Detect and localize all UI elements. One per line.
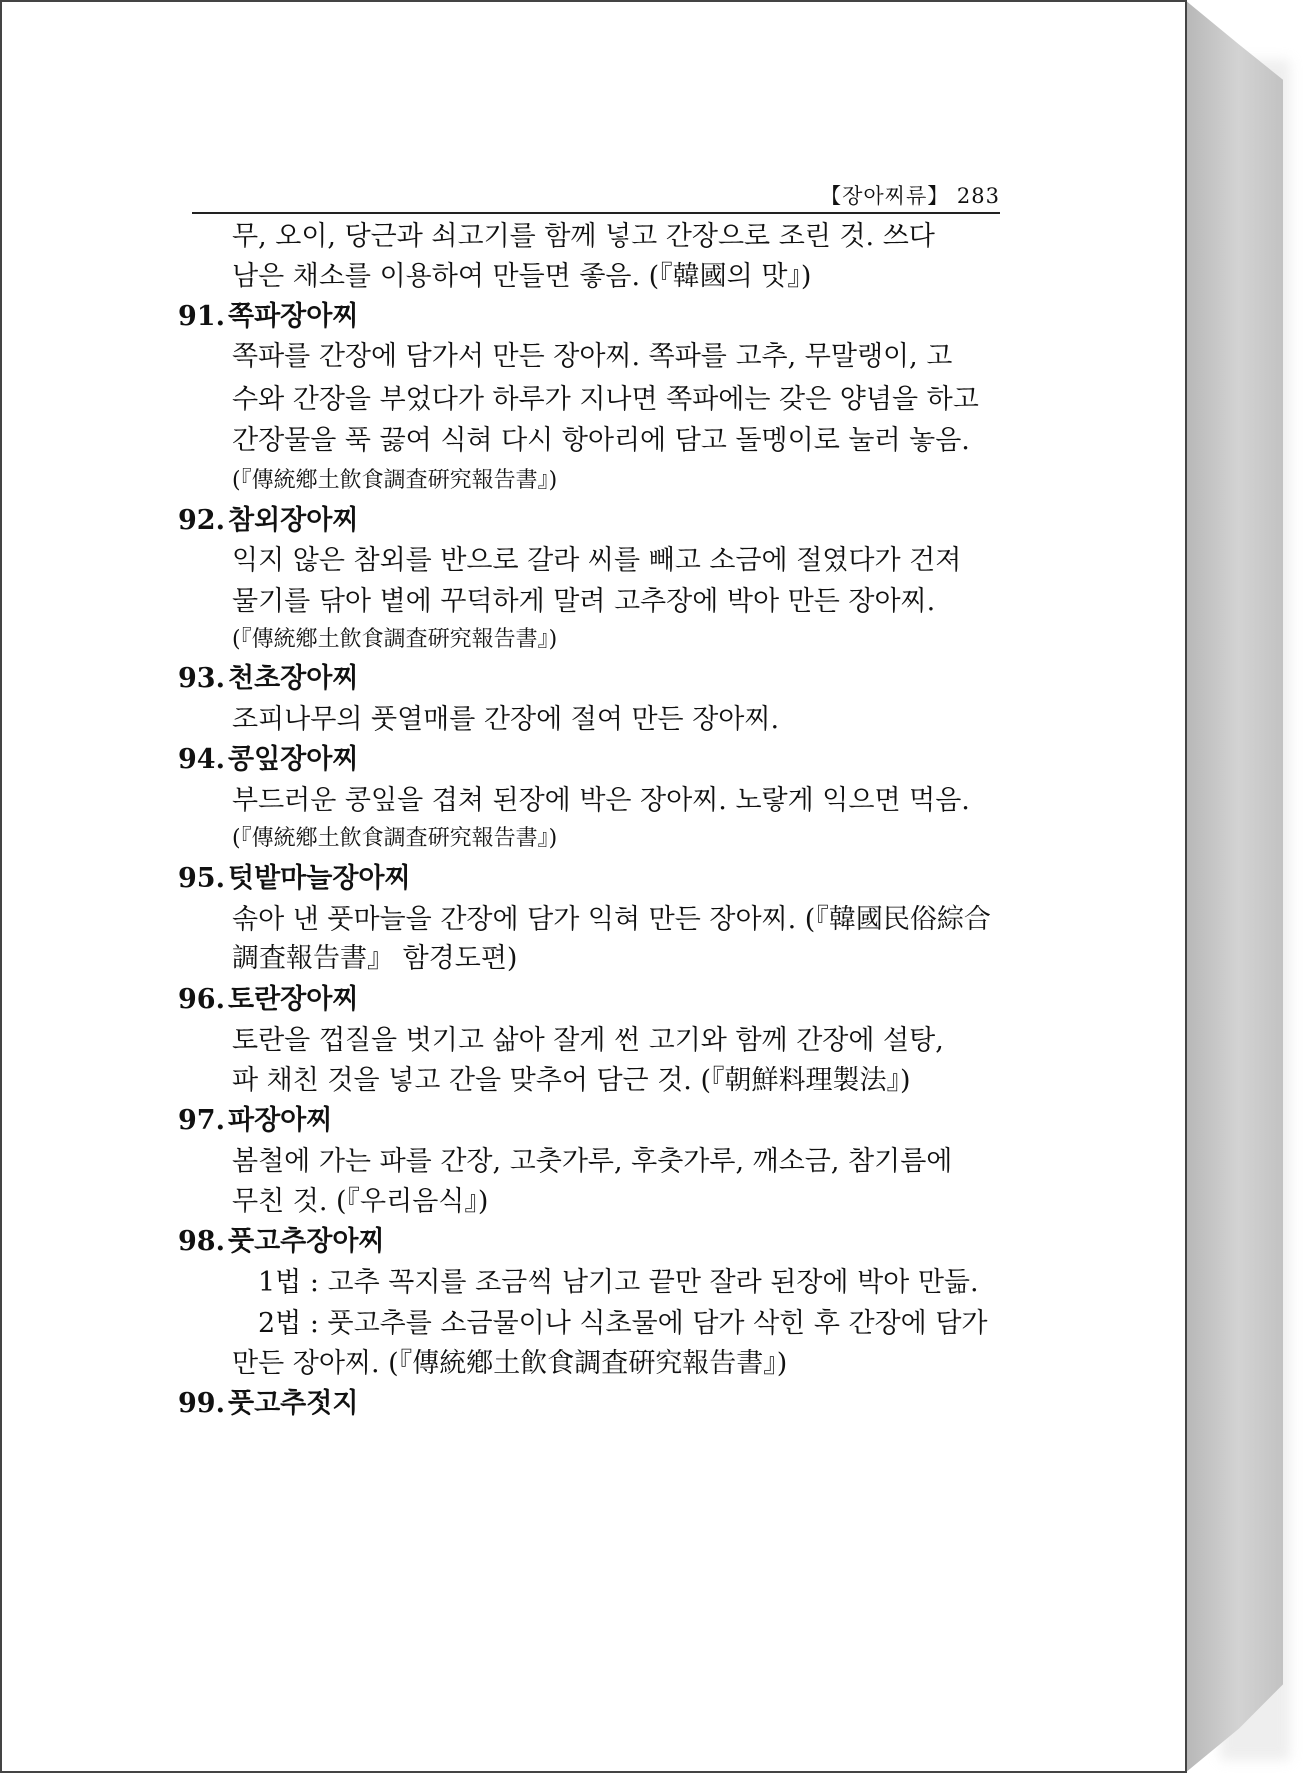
entry-title: 토란장아찌 xyxy=(228,984,359,1015)
entry-number: 94. xyxy=(178,744,225,775)
entry-heading xyxy=(178,504,358,538)
body-line: 1법 : 고추 꼭지를 조금씩 남기고 끝만 잘라 된장에 박아 만듦. xyxy=(258,1267,979,1298)
entry-title: 참외장아찌 xyxy=(228,505,359,536)
entry-title: 풋고추젓지 xyxy=(228,1388,359,1419)
source-citation: (『傳統鄕土飮食調査硏究報告書』) xyxy=(232,468,558,493)
entry-heading xyxy=(178,1225,385,1259)
entry-number: 91. xyxy=(178,301,225,332)
entry-heading xyxy=(178,1104,332,1138)
entry-number: 99. xyxy=(178,1388,225,1419)
body-line: 솎아 낸 풋마늘을 간장에 담가 익혀 만든 장아찌. (『韓國民俗綜合 xyxy=(232,904,991,935)
body-line: 파 채친 것을 넣고 간을 맞추어 담근 것. (『朝鮮料理製法』) xyxy=(232,1065,911,1096)
body-line: 토란을 껍질을 벗기고 삶아 잘게 썬 고기와 함께 간장에 설탕, xyxy=(232,1025,944,1056)
entry-heading xyxy=(178,983,358,1017)
source-citation: (『傳統鄕土飮食調査硏究報告書』) xyxy=(232,627,558,652)
header-title: 【장아찌류】 283 xyxy=(820,184,1000,208)
body-line: 2법 : 풋고추를 소금물이나 식초물에 담가 삭힌 후 간장에 담가 xyxy=(258,1308,988,1339)
running-header xyxy=(192,170,1000,210)
entry-heading xyxy=(178,662,358,696)
source-citation: (『傳統鄕土飮食調査硏究報告書』) xyxy=(232,826,558,851)
body-line: 간장물을 푹 끓여 식혀 다시 항아리에 담고 돌멩이로 눌러 놓음. xyxy=(232,425,970,456)
entry-title: 텃밭마늘장아찌 xyxy=(228,863,411,894)
entry-number: 97. xyxy=(178,1105,225,1136)
entry-number: 96. xyxy=(178,984,225,1015)
body-line: 무친 것. (『우리음식』) xyxy=(232,1186,489,1217)
body-line: 만든 장아찌. (『傳統鄕土飮食調査硏究報告書』) xyxy=(232,1348,788,1379)
body-line: 부드러운 콩잎을 겹쳐 된장에 박은 장아찌. 노랗게 익으면 먹음. xyxy=(232,785,970,816)
entry-title: 콩잎장아찌 xyxy=(228,744,359,775)
entry-number: 98. xyxy=(178,1226,225,1257)
entry-number: 92. xyxy=(178,505,225,536)
body-line: 익지 않은 참외를 반으로 갈라 씨를 빼고 소금에 절였다가 건져 xyxy=(232,545,962,576)
entry-title: 파장아찌 xyxy=(228,1105,333,1136)
entry-title: 쪽파장아찌 xyxy=(228,301,359,332)
body-line: 남은 채소를 이용하여 만들면 좋음. (『韓國의 맛』) xyxy=(232,261,812,292)
entry-title: 풋고추장아찌 xyxy=(228,1226,385,1257)
entry-heading xyxy=(178,743,358,777)
entry-heading xyxy=(178,1387,358,1421)
book-page-edges xyxy=(1185,0,1283,1773)
entry-number: 93. xyxy=(178,663,225,694)
header-rule xyxy=(192,212,1000,214)
body-line: 수와 간장을 부었다가 하루가 지나면 쪽파에는 갖은 양념을 하고 xyxy=(232,384,979,415)
body-line: 봄철에 가는 파를 간장, 고춧가루, 후춧가루, 깨소금, 참기름에 xyxy=(232,1146,953,1177)
body-line: 쪽파를 간장에 담가서 만든 장아찌. 쪽파를 고추, 무말랭이, 고 xyxy=(232,341,953,372)
body-line: 調査報告書』 함경도편) xyxy=(232,943,518,974)
body-line: 조피나무의 풋열매를 간장에 절여 만든 장아찌. xyxy=(232,704,780,735)
body-line: 무, 오이, 당근과 쇠고기를 함께 넣고 간장으로 조린 것. 쓰다 xyxy=(232,221,935,252)
entry-number: 95. xyxy=(178,863,225,894)
entry-title: 천초장아찌 xyxy=(228,663,359,694)
entry-heading xyxy=(178,300,358,334)
body-line: 물기를 닦아 볕에 꾸덕하게 말려 고추장에 박아 만든 장아찌. xyxy=(232,586,936,617)
entry-heading xyxy=(178,862,411,896)
